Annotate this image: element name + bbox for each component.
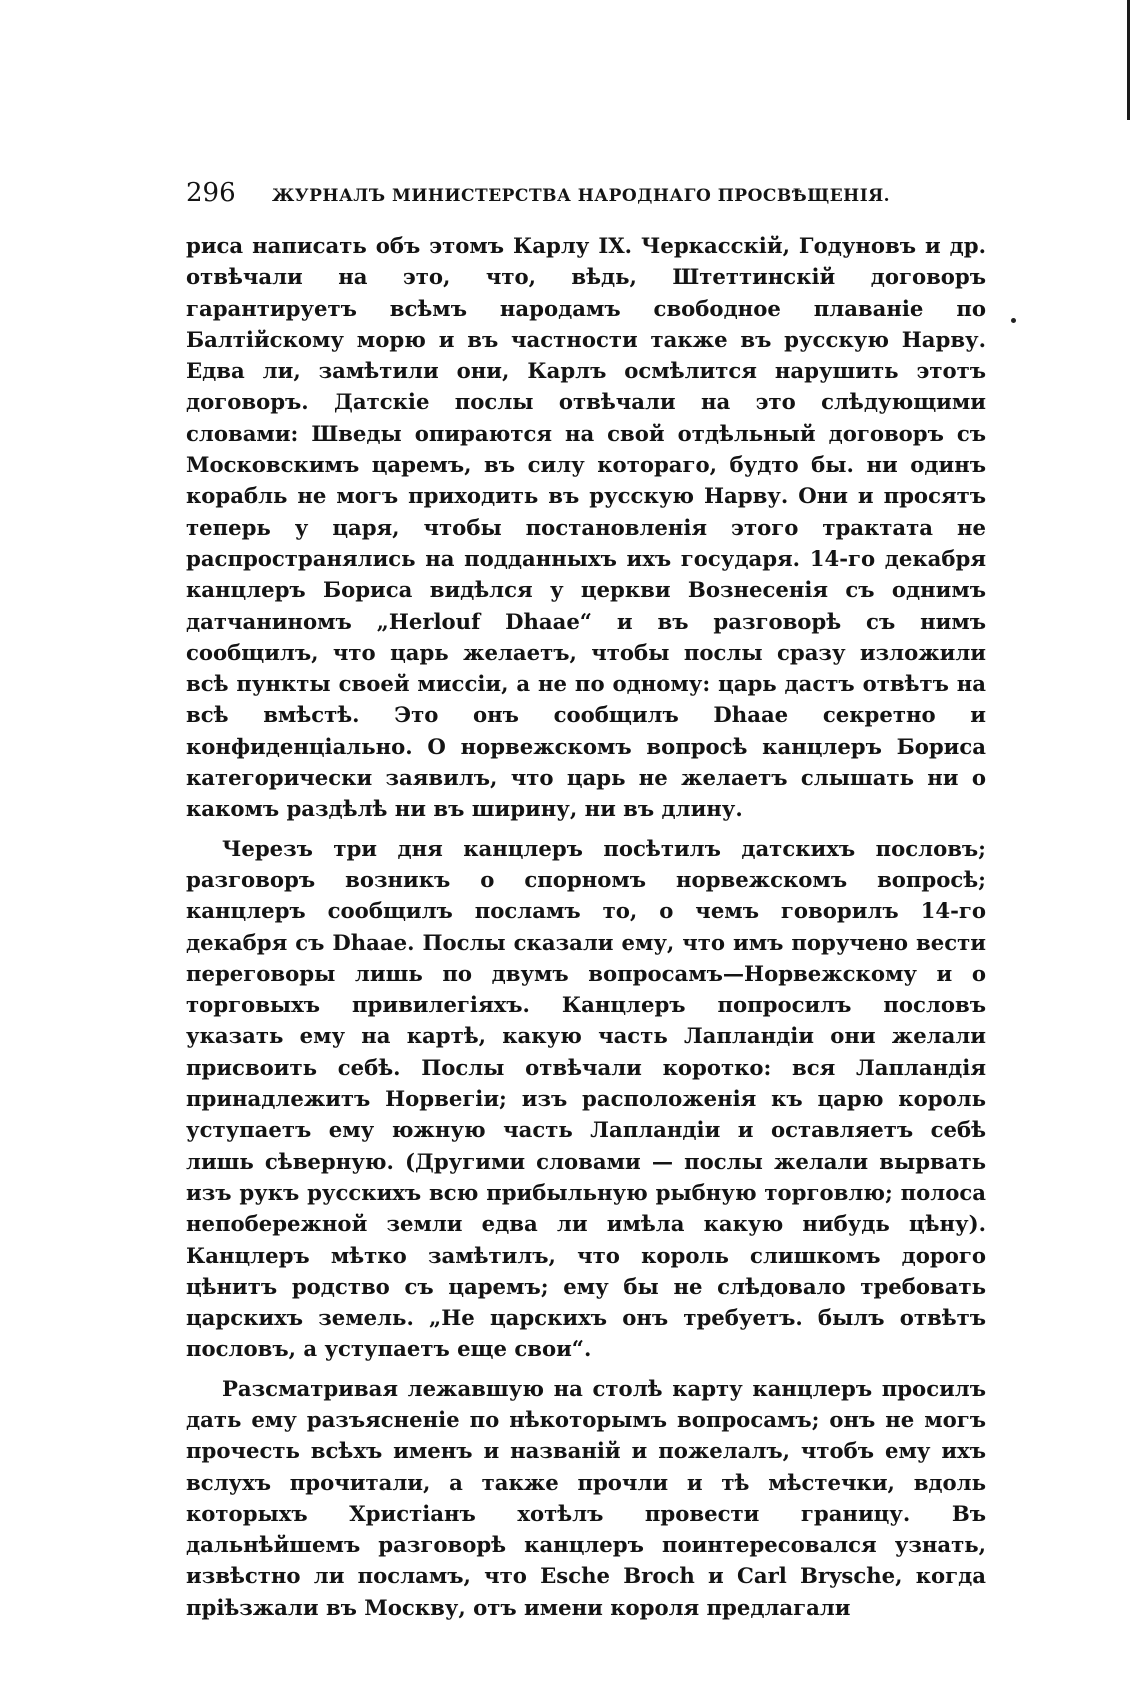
paragraph: Черезъ три дня канцлеръ посѣтилъ датскихъ пословъ; разговоръ возникъ о спорномъ норвежскомъ вопросѣ; канцлеръ сообщилъ посламъ то, о чемъ говорилъ 14-го декабря съ Dhaae. Послы сказали ему, что имъ поручено вести переговоры лишь по двумъ вопросамъ—Норвежскому и о торговыхъ привилегіяхъ. Канцлеръ попросилъ пословъ указать ему на картѣ, какую часть Лапландіи они желали присвоить себѣ. Послы отвѣчали коротко: вся Лапландія принадлежитъ Норвегіи; изъ расположенія къ царю король уступаетъ ему южную часть Лапландіи и оставляетъ себѣ лишь сѣверную. (Другими словами — послы желали вырвать изъ рукъ русскихъ всю прибыльную рыбную торговлю; полоса непобережной земли едва ли имѣла какую нибудь цѣну). Канцлеръ мѣтко замѣтилъ, что король слишкомъ дорого цѣнитъ родство съ царемъ; ему бы не слѣдовало требовать царскихъ земель. „Не царскихъ онъ требуетъ. былъ отвѣтъ пословъ, а уступаетъ еще свои“. — [186, 835, 986, 1362]
paragraph: Разсматривая лежавшую на столѣ карту канцлеръ просилъ дать ему разъясненіе по нѣкоторымъ вопросамъ; онъ не могъ прочесть всѣхъ именъ и названій и пожелалъ, чтобъ ему ихъ вслухъ прочитали, а также прочли и тѣ мѣстечки, вдоль которыхъ Христіанъ хотѣлъ провести границу. Въ дальнѣйшемъ разговорѣ канцлеръ поинтересовался узнать, извѣстно ли посламъ, что Esche Broch и Carl Brysche, когда пріѣзжали въ Москву, отъ имени короля предлагали — [186, 1375, 986, 1620]
paragraph-continued: риса написать объ этомъ Карлу IX. Черкасскій, Годуновъ и др. отвѣчали на это, что, вѣдь, Штеттинскій договоръ гарантируетъ всѣмъ народамъ свободное плаваніе по Балтійскому морю и въ частности также въ русскую Нарву. Едва ли, замѣтили они, Карлъ осмѣлится нарушить этотъ договоръ. Датскіе послы отвѣчали на это слѣдующими словами: Шведы опираются на свой отдѣльный договоръ съ Московскимъ царемъ, въ силу котораго, будто бы. ни одинъ корабль не могъ приходить въ русскую Нарву. Они и просятъ теперь у царя, чтобы постановленія этого трактата не распространялись на подданныхъ ихъ государя. 14-го декабря канцлеръ Бориса видѣлся у церкви Вознесенія съ однимъ датчаниномъ „Herlouf Dhaae“ и въ разговорѣ съ нимъ сообщилъ, что царь желаетъ, чтобы послы сразу изложили всѣ пункты своей миссіи, а не по одному: царь дастъ отвѣтъ на всѣ вмѣстѣ. Это онъ сообщилъ Dhaae секретно и конфиденціально. О норвежскомъ вопросѣ канцлеръ Бориса категорически заявилъ, что царь не желаетъ слышать ни о какомъ раздѣлѣ ни въ ширину, ни въ длину. — [186, 233, 986, 822]
book-page — [186, 178, 986, 1631]
scan-speck — [1011, 318, 1016, 323]
body-text — [186, 230, 986, 1623]
running-head — [186, 178, 986, 208]
journal-title: ЖУРНАЛЪ МИНИСТЕРСТВА НАРОДНАГО ПРОСВѢЩЕНІЯ. — [272, 186, 891, 206]
page-number: 296 — [186, 178, 236, 208]
scan-edge-line — [1127, 0, 1130, 120]
